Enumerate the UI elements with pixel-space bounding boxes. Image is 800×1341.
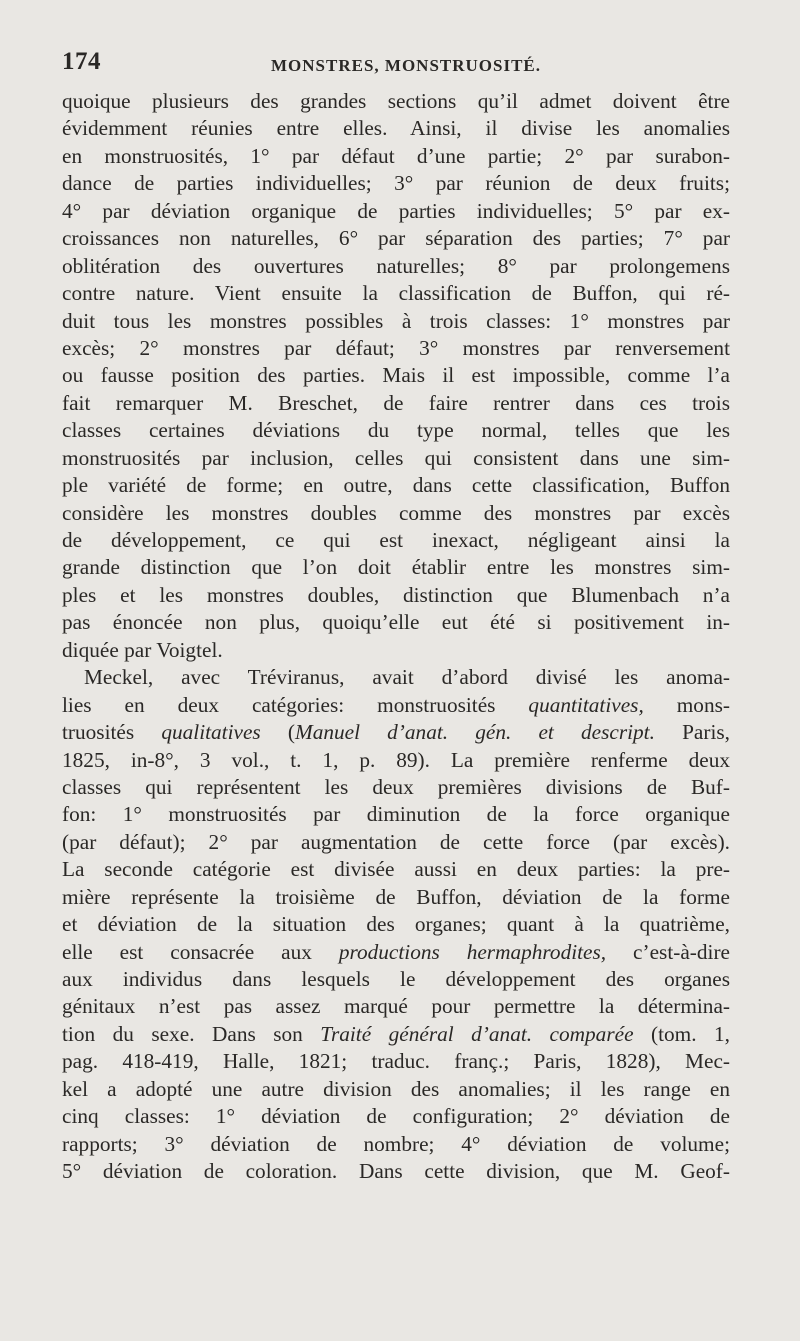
text-run: aux individus dans lesquels le développement des organes xyxy=(62,967,730,991)
text-line xyxy=(62,225,730,252)
text-line xyxy=(62,911,730,938)
text-line xyxy=(62,500,730,527)
text-run: c’est-à-dire xyxy=(606,939,731,964)
text-run: duit tous les monstres possibles à trois classes: 1° monstres par xyxy=(62,308,730,333)
text-run: de développement, ce qui est inexact, négligeant ainsi la xyxy=(62,528,730,552)
text-run: fait remarquer M. Breschet, de faire rentrer dans ces trois xyxy=(62,390,730,415)
text-line xyxy=(62,115,730,142)
text-line xyxy=(62,692,730,719)
body-text xyxy=(62,88,730,1186)
text-line xyxy=(62,1158,730,1185)
text-run: Meckel, avec Tréviranus, avait d’abord divisé les anoma- xyxy=(84,665,730,690)
text-line xyxy=(62,774,730,801)
text-run: oblitération des ouvertures naturelles; 8° par prolongemens xyxy=(62,253,730,278)
italic-text: productions hermaphrodites, xyxy=(338,939,607,964)
text-line xyxy=(62,472,730,499)
text-line xyxy=(62,362,730,389)
text-run: génitaux n’est pas assez marqué pour permettre la détermina- xyxy=(62,994,730,1019)
text-run: truosités xyxy=(62,720,162,745)
text-run: diquée par Voigtel. xyxy=(62,637,223,662)
text-run: évidemment réunies entre elles. Ainsi, il divise les anomalies xyxy=(62,116,730,141)
text-run: kel a adopté une autre division des anomalies; il les range en xyxy=(62,1076,730,1101)
text-line xyxy=(62,582,730,609)
text-run: en monstruosités, 1° par défaut d’une partie; 2° par surabon- xyxy=(62,143,730,168)
text-line xyxy=(62,856,730,883)
italic-text: Traité général d’anat. comparée xyxy=(320,1021,634,1046)
text-run: quoique plusieurs des grandes sections qu’il admet doivent être xyxy=(62,89,730,113)
text-run: classes certaines déviations du type normal, telles que les xyxy=(62,418,730,443)
text-line xyxy=(62,143,730,170)
text-line xyxy=(62,884,730,911)
text-run: cinq classes: 1° déviation de configuration; 2° déviation de xyxy=(62,1104,730,1129)
italic-text: Manuel d’anat. gén. et descript. xyxy=(294,720,655,745)
page-number: 174 xyxy=(62,48,101,75)
text-run: classes qui représentent les deux premières divisions de Buf- xyxy=(62,774,730,799)
text-line xyxy=(62,939,730,966)
text-run: ples et les monstres doubles, distinction que Blumenbach n’a xyxy=(62,582,730,607)
text-run: tion du sexe. Dans son xyxy=(62,1021,321,1046)
text-run: croissances non naturelles, 6° par séparation des parties; 7° par xyxy=(62,226,730,251)
text-run: ou fausse position des parties. Mais il est impossible, comme l’a xyxy=(62,363,730,388)
text-line xyxy=(62,88,730,115)
text-line xyxy=(62,1021,730,1048)
text-run: elle est consacrée aux xyxy=(62,939,339,964)
text-line xyxy=(62,609,730,636)
text-line xyxy=(62,170,730,197)
text-run: dance de parties individuelles; 3° par réunion de deux fruits; xyxy=(62,171,730,196)
text-line xyxy=(62,253,730,280)
text-run: 5° déviation de coloration. Dans cette division, que M. Geof- xyxy=(62,1159,730,1184)
text-line xyxy=(62,664,730,691)
text-run: 4° par déviation organique de parties individuelles; 5° par ex- xyxy=(62,198,730,223)
text-run: (tom. 1, xyxy=(633,1021,730,1046)
text-run: La seconde catégorie est divisée aussi en deux parties: la pre- xyxy=(62,857,730,882)
text-line xyxy=(62,335,730,362)
text-line xyxy=(62,390,730,417)
text-run: contre nature. Vient ensuite la classification de Buffon, qui ré- xyxy=(62,281,730,306)
running-title: MONSTRES, MONSTRUOSITÉ. xyxy=(270,56,542,75)
text-line xyxy=(62,1103,730,1130)
text-line xyxy=(62,1076,730,1103)
text-run: et déviation de la situation des organes; quant à la quatrième, xyxy=(62,912,730,937)
text-line xyxy=(62,445,730,472)
text-run: mons- xyxy=(643,692,730,717)
text-run: grande distinction que l’on doit établir entre les monstres sim- xyxy=(62,555,730,580)
text-run: rapports; 3° déviation de nombre; 4° déviation de volume; xyxy=(62,1131,730,1156)
text-line xyxy=(62,417,730,444)
text-line xyxy=(62,719,730,746)
text-line xyxy=(62,637,730,664)
text-run: mière représente la troisième de Buffon, déviation de la forme xyxy=(62,884,730,909)
text-line xyxy=(62,801,730,828)
text-run: ple variété de forme; en outre, dans cette classification, Buffon xyxy=(62,473,730,498)
text-line xyxy=(62,1048,730,1075)
text-run: ( xyxy=(260,720,295,745)
text-run: pas énoncée non plus, quoiqu’elle eut été si positivement in- xyxy=(62,610,730,635)
text-run: Paris, xyxy=(654,720,730,745)
text-line xyxy=(62,198,730,225)
text-run: monstruosités par inclusion, celles qui consistent dans une sim- xyxy=(62,445,730,470)
text-line xyxy=(62,527,730,554)
text-line xyxy=(62,966,730,993)
text-line xyxy=(62,747,730,774)
text-line xyxy=(62,308,730,335)
text-line xyxy=(62,280,730,307)
page-header xyxy=(62,48,730,84)
italic-text: qualitatives xyxy=(161,720,261,745)
text-run: fon: 1° monstruosités par diminution de la force organique xyxy=(62,802,730,827)
text-line xyxy=(62,554,730,581)
text-run: (par défaut); 2° par augmentation de cette force (par excès). xyxy=(62,829,730,854)
text-run: excès; 2° monstres par défaut; 3° monstres par renversement xyxy=(62,335,730,360)
text-run: pag. 418-419, Halle, 1821; traduc. franç.; Paris, 1828), Mec- xyxy=(62,1049,730,1074)
text-run: 1825, in-8°, 3 vol., t. 1, p. 89). La première renferme deux xyxy=(62,747,730,772)
italic-text: quantitatives, xyxy=(528,692,644,717)
text-run: lies en deux catégories: monstruosités xyxy=(62,692,529,717)
text-line xyxy=(62,993,730,1020)
text-run: considère les monstres doubles comme des monstres par excès xyxy=(62,500,730,525)
text-line xyxy=(62,829,730,856)
text-line xyxy=(62,1131,730,1158)
